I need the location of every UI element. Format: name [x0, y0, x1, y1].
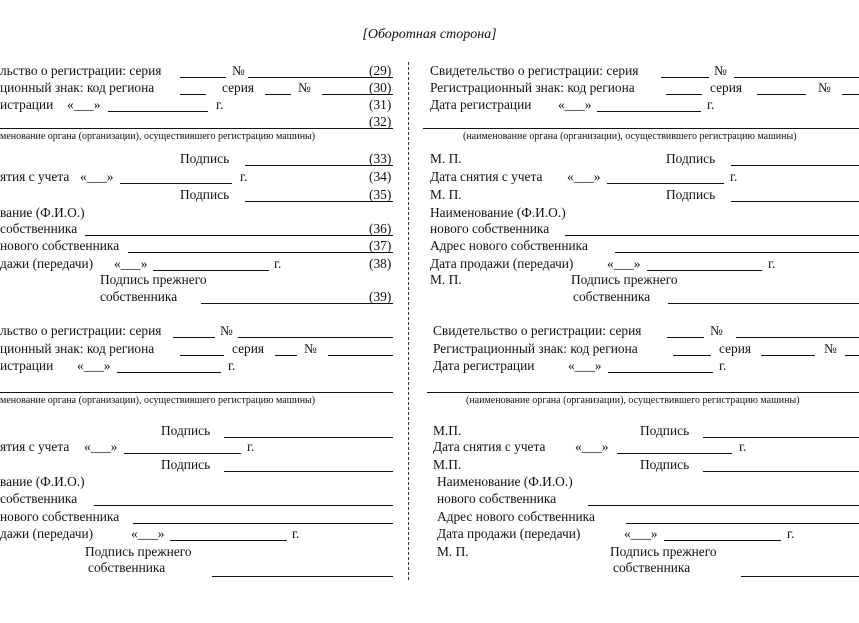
field-number: (31) — [369, 97, 392, 112]
sign-line — [731, 201, 859, 202]
sign-line — [224, 437, 393, 438]
prev-owner-label: собственника — [613, 560, 691, 575]
day-field: «___» — [607, 256, 641, 271]
month-line — [617, 453, 732, 454]
name-line — [588, 505, 859, 506]
day-field: «___» — [77, 358, 111, 373]
field-number: (29) — [369, 63, 392, 78]
address-line — [615, 252, 859, 253]
address-line — [133, 523, 393, 524]
sale-date-label: Дата продажи (передачи) — [437, 526, 581, 541]
year-suffix: г. — [768, 256, 776, 271]
month-line — [607, 183, 724, 184]
name-line — [85, 235, 393, 236]
name-label: Наименование (Ф.И.О.) — [430, 205, 566, 220]
prev-sign-label: Подпись прежнего — [100, 272, 207, 287]
cert-series-line — [173, 337, 215, 338]
regdate-label: истрации — [0, 97, 54, 112]
page-title: [Оборотная сторона] — [362, 27, 497, 42]
field-number: (35) — [369, 187, 392, 202]
cert-label: льство о регистрации: серия — [0, 63, 162, 78]
sale-date-label: дажи (передачи) — [0, 256, 94, 271]
cut-line-divider — [408, 62, 409, 580]
new-owner-label: нового собственника — [437, 491, 557, 506]
day-field: «___» — [575, 439, 609, 454]
cert-label: льство о регистрации: серия — [0, 323, 162, 338]
series-label: серия — [719, 341, 752, 356]
regsign-number-line — [845, 355, 859, 356]
sign-label: Подпись — [180, 151, 230, 166]
regdate-label: Дата регистрации — [430, 97, 532, 112]
series-label: серия — [222, 80, 255, 95]
cert-number-line — [238, 337, 393, 338]
dereg-label: Дата снятия с учета — [430, 169, 543, 184]
no-label: № — [298, 80, 311, 95]
prev-sign-line — [212, 576, 393, 577]
new-owner-label: собственника — [0, 491, 78, 506]
prev-owner-label: собственника — [100, 289, 178, 304]
prev-sign-line — [668, 303, 859, 304]
org-name-line — [427, 392, 859, 393]
name-line — [565, 235, 859, 236]
stamp-label: М. П. — [430, 151, 462, 166]
year-suffix: г. — [247, 439, 255, 454]
name-line — [94, 505, 393, 506]
new-address-label: Адрес нового собственника — [437, 509, 595, 524]
year-suffix: г. — [216, 97, 224, 112]
stamp-label: М. П. — [430, 187, 462, 202]
cert-number-line — [736, 337, 859, 338]
sign-label: Подпись — [640, 423, 690, 438]
regsign-series-line — [265, 94, 291, 95]
cert-label: Свидетельство о регистрации: серия — [433, 323, 642, 338]
field-number: (38) — [369, 256, 392, 271]
address-line — [128, 252, 393, 253]
year-suffix: г. — [787, 526, 795, 541]
no-label: № — [710, 323, 723, 338]
sign-line — [224, 471, 393, 472]
sign-label: Подпись — [161, 423, 211, 438]
year-suffix: г. — [739, 439, 747, 454]
sign-label: Подпись — [161, 457, 211, 472]
org-caption: менование органа (организации), осуществившего регистрацию машины) — [0, 395, 316, 406]
new-owner-label: собственника — [0, 221, 78, 236]
sign-line — [731, 165, 859, 166]
region-code-line — [673, 355, 711, 356]
region-code-line — [180, 355, 224, 356]
month-line — [153, 270, 269, 271]
no-label: № — [220, 323, 233, 338]
sign-label: Подпись — [640, 457, 690, 472]
new-address-label: Адрес нового собственника — [430, 238, 588, 253]
no-label: № — [304, 341, 317, 356]
new-owner-label: нового собственника — [430, 221, 550, 236]
year-suffix: г. — [707, 97, 715, 112]
name-label: вание (Ф.И.О.) — [0, 474, 85, 489]
field-number: (30) — [369, 80, 392, 95]
regsign-label: Регистрационный знак: код региона — [433, 341, 638, 356]
month-line — [117, 372, 221, 373]
field-number: (36) — [369, 221, 392, 236]
day-field: «___» — [84, 439, 118, 454]
sale-date-label: дажи (передачи) — [0, 526, 94, 541]
prev-sign-label: Подпись прежнего — [610, 544, 717, 559]
prev-owner-label: собственника — [88, 560, 166, 575]
sign-line — [703, 471, 859, 472]
regsign-series-line — [761, 355, 815, 356]
sign-label: Подпись — [666, 151, 716, 166]
day-field: «___» — [567, 169, 601, 184]
month-line — [120, 183, 232, 184]
dereg-label: ятия с учета — [0, 169, 70, 184]
day-field: «___» — [131, 526, 165, 541]
stamp-label: М.П. — [433, 423, 462, 438]
org-name-line — [0, 128, 393, 129]
sign-line — [703, 437, 859, 438]
regdate-label: Дата регистрации — [433, 358, 535, 373]
month-line — [647, 270, 762, 271]
series-label: серия — [710, 80, 743, 95]
field-number: (34) — [369, 169, 392, 184]
day-field: «___» — [114, 256, 148, 271]
dereg-label: Дата снятия с учета — [433, 439, 546, 454]
month-line — [597, 111, 701, 112]
name-label: Наименование (Ф.И.О.) — [437, 474, 573, 489]
name-label: вание (Ф.И.О.) — [0, 205, 85, 220]
regdate-label: истрации — [0, 358, 54, 373]
month-line — [664, 540, 781, 541]
address-line — [626, 523, 859, 524]
cert-series-line — [667, 337, 704, 338]
regsign-number-line — [842, 94, 859, 95]
no-label: № — [232, 63, 245, 78]
org-caption: (наименование органа (организации), осуществившего регистрацию машины) — [466, 395, 800, 406]
stamp-label: М. П. — [430, 272, 462, 287]
cert-series-line — [180, 77, 226, 78]
day-field: «___» — [568, 358, 602, 373]
field-number: (37) — [369, 238, 392, 253]
prev-sign-line — [741, 576, 859, 577]
org-caption: менование органа (организации), осуществившего регистрацию машины) — [0, 131, 316, 142]
series-label: серия — [232, 341, 265, 356]
field-number: (33) — [369, 151, 392, 166]
month-line — [170, 540, 287, 541]
month-line — [608, 372, 713, 373]
cert-series-line — [661, 77, 709, 78]
no-label: № — [818, 80, 831, 95]
no-label: № — [714, 63, 727, 78]
day-field: «___» — [80, 169, 114, 184]
field-number: (32) — [369, 114, 392, 129]
year-suffix: г. — [730, 169, 738, 184]
prev-sign-label: Подпись прежнего — [571, 272, 678, 287]
org-name-line — [423, 128, 859, 129]
year-suffix: г. — [240, 169, 248, 184]
new-address-label: нового собственника — [0, 238, 120, 253]
day-field: «___» — [558, 97, 592, 112]
cert-number-line — [734, 77, 859, 78]
stamp-label: М. П. — [437, 544, 469, 559]
region-code-line — [180, 94, 206, 95]
regsign-label: ционный знак: код региона — [0, 80, 155, 95]
sign-label: Подпись — [666, 187, 716, 202]
sign-label: Подпись — [180, 187, 230, 202]
cert-label: Свидетельство о регистрации: серия — [430, 63, 639, 78]
regsign-label: Регистрационный знак: код региона — [430, 80, 635, 95]
day-field: «___» — [624, 526, 658, 541]
prev-sign-label: Подпись прежнего — [85, 544, 192, 559]
sale-date-label: Дата продажи (передачи) — [430, 256, 574, 271]
field-number: (39) — [369, 289, 392, 304]
dereg-label: ятия с учета — [0, 439, 70, 454]
new-address-label: нового собственника — [0, 509, 120, 524]
year-suffix: г. — [292, 526, 300, 541]
regsign-label: ционный знак: код региона — [0, 341, 155, 356]
month-line — [124, 453, 241, 454]
year-suffix: г. — [228, 358, 236, 373]
regsign-series-line — [275, 355, 297, 356]
year-suffix: г. — [719, 358, 727, 373]
day-field: «___» — [67, 97, 101, 112]
stamp-label: М.П. — [433, 457, 462, 472]
regsign-series-line — [757, 94, 806, 95]
region-code-line — [666, 94, 702, 95]
org-name-line — [0, 392, 393, 393]
month-line — [108, 111, 208, 112]
org-caption: (наименование органа (организации), осуществившего регистрацию машины) — [463, 131, 797, 142]
no-label: № — [824, 341, 837, 356]
regsign-number-line — [328, 355, 393, 356]
prev-sign-line — [201, 303, 393, 304]
year-suffix: г. — [274, 256, 282, 271]
prev-owner-label: собственника — [573, 289, 651, 304]
